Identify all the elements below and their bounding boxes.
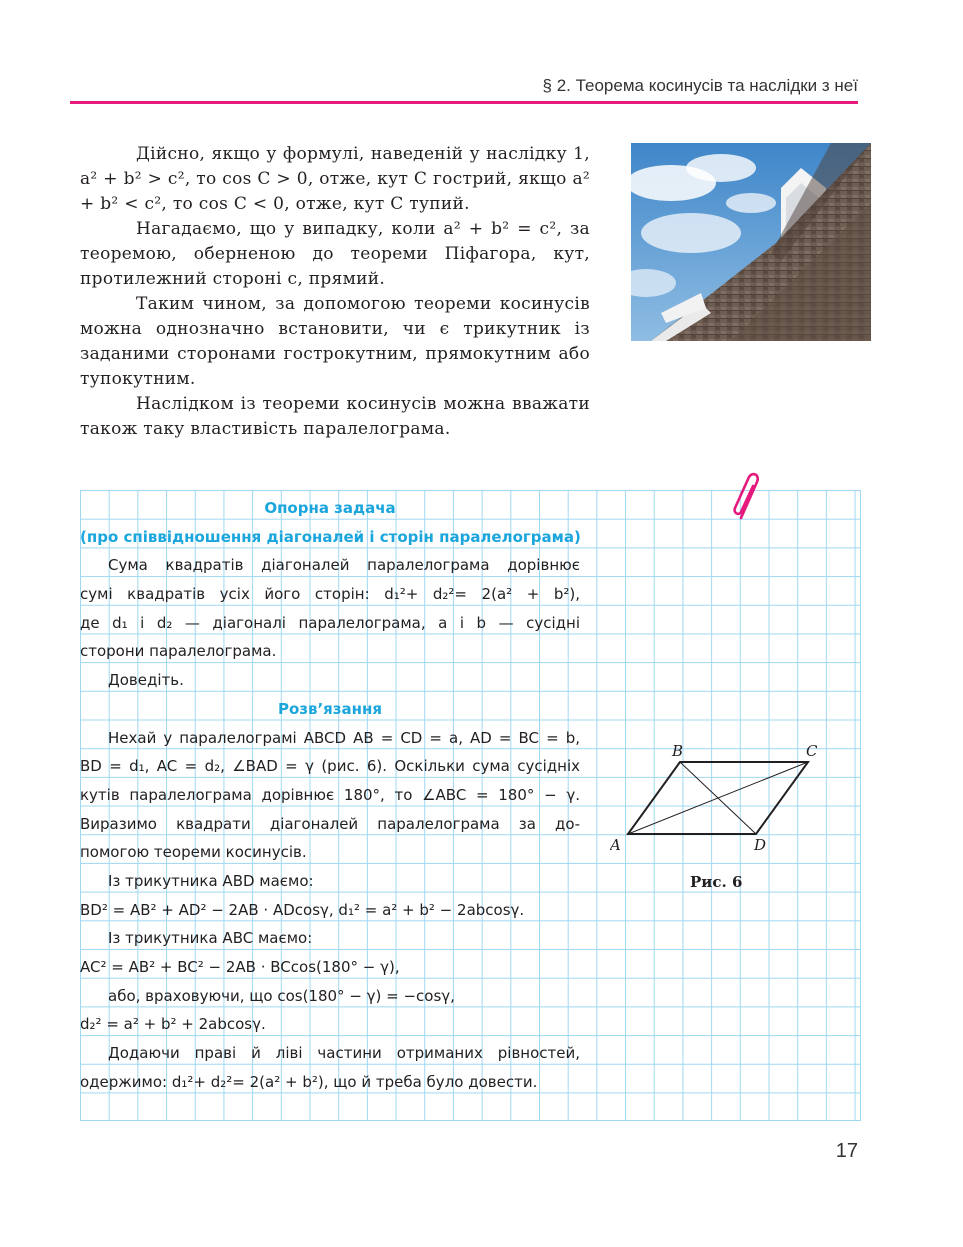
vertex-label-b: B <box>672 742 684 760</box>
intro-paragraph-1: Дійсно, якщо у формулі, наведеній у наслідку 1, a² + b² > c², то cos C > 0, отже, кут C гострий, якщо a² + b² < c², то cos C < 0, отже, кут C тупий. <box>80 144 590 214</box>
running-header: § 2. Теорема косинусів та наслідки з неї <box>542 76 858 95</box>
solution-formula: BD² = AB² + AD² − 2AB · ADcosγ, d₁² = a² + b² − 2abcosγ. <box>80 900 525 919</box>
statement-line: сторони паралелограма. <box>80 642 277 661</box>
roof-photo <box>631 143 871 341</box>
solution-conclusion: одержимо: d₁²+ d₂²= 2(a² + b²), що й треба було довести. <box>80 1072 538 1091</box>
header-rule <box>70 101 858 104</box>
intro-paragraph-3: Таким чином, за допомогою теореми косинусів можна однозначно встановити, чи є трикутник із заданими сторонами гострокутним, прямокутним або тупокутним. <box>80 294 590 389</box>
figure-caption: Рис. 6 <box>690 873 743 891</box>
solution-line: Із трикутника ABC маємо: <box>108 929 313 948</box>
solution-line: Додаючи праві й ліві частини отриманих рівностей, <box>108 1044 580 1063</box>
vertex-label-d: D <box>754 836 767 854</box>
solution-line: BD = d₁, AC = d₂, ∠BAD = γ (рис. 6). Оскільки сума сусідніх <box>80 757 580 776</box>
intro-text <box>80 142 590 442</box>
page-number: 17 <box>835 1140 858 1162</box>
solution-line: кутів паралелограма дорівнює 180°, то ∠ABC = 180° − γ. <box>80 785 580 804</box>
task-subtitle: (про співвідношення діагоналей і сторін паралелограма) <box>80 527 581 546</box>
statement-line: сумі квадратів усіх його сторін: d₁²+ d₂²= 2(a² + b²), <box>80 585 580 604</box>
statement-line: Сума квадратів діагоналей паралелограма дорівнює <box>108 556 580 575</box>
task-title: Опорна задача <box>264 499 396 517</box>
solution-formula: AC² = AB² + BC² − 2AB · BCcos(180° − γ), <box>80 958 400 976</box>
vertex-label-a: A <box>610 836 621 854</box>
solution-line: помогою теореми косинусів. <box>80 843 307 862</box>
statement-line: де d₁ і d₂ — діагоналі паралелограма, a і b — сусідні <box>80 613 580 632</box>
solution-line: або, враховуючи, що cos(180° − γ) = −cosγ, <box>108 986 455 1005</box>
solution-line: Нехай у паралелограмі ABCD AB = CD = a, AD = BC = b, <box>108 728 580 747</box>
paperclip-icon <box>727 468 767 528</box>
vertex-label-c: C <box>806 742 818 760</box>
solution-line: Із трикутника ABD маємо: <box>108 871 314 890</box>
intro-paragraph-2: Нагадаємо, що у випадку, коли a² + b² = c², за теоремою, оберненою до теореми Піфагора, кут, протилежний стороні c, прямий. <box>80 219 590 289</box>
intro-paragraph-4: Наслідком із теореми косинусів можна вважати також таку властивість паралелограма. <box>80 394 590 439</box>
diagonal-bd <box>680 762 756 834</box>
prove-instruction: Доведіть. <box>108 671 184 690</box>
reference-task <box>80 494 580 1096</box>
solution-formula: d₂² = a² + b² + 2abcosγ. <box>80 1015 266 1034</box>
solution-line: Виразимо квадрати діагоналей паралелограма за до- <box>80 814 580 833</box>
solution-title: Розв’язання <box>277 699 383 718</box>
roof-photo-image <box>631 143 871 341</box>
parallelogram-figure <box>610 740 840 864</box>
